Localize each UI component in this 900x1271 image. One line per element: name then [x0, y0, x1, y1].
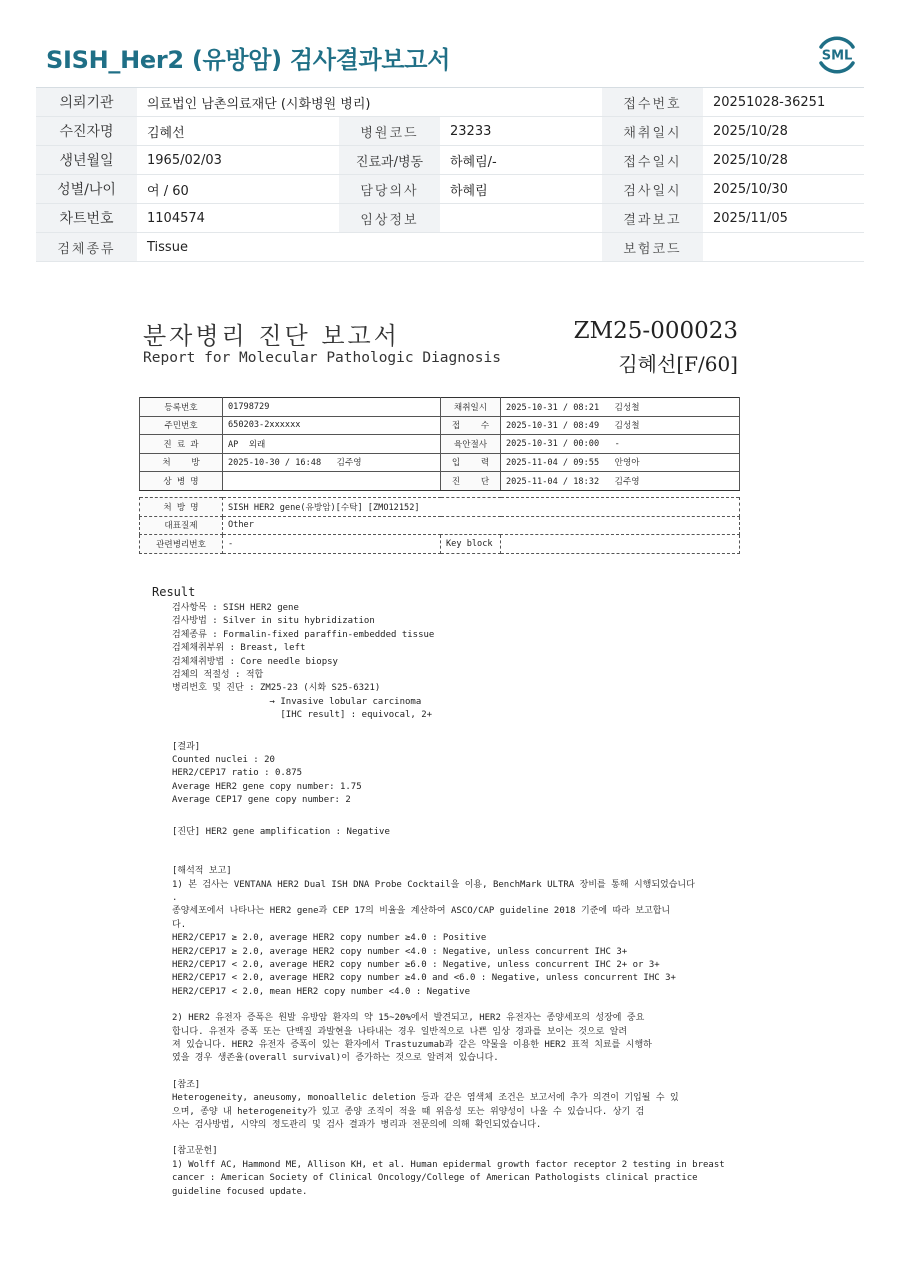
patient-info-table: [36, 88, 864, 262]
info-value: 1104574: [137, 204, 339, 233]
result-line: 1) 본 검사는 VENTANA HER2 Dual ISH DNA Probe Cocktail을 이용, BenchMark ULTRA 장비를 통해 시행되었습니다: [172, 879, 695, 890]
result-line: 검체종류 : Formalin-fixed paraffin-embedded tissue: [172, 629, 435, 640]
info-value: Tissue: [137, 233, 602, 262]
log-value: 650203-2xxxxxx: [223, 416, 441, 435]
related-path-value: -: [223, 535, 441, 554]
log-label: 육안절사: [441, 435, 501, 454]
info-row: [36, 175, 864, 204]
info-value: [440, 204, 602, 233]
table-row: [140, 498, 740, 517]
info-label: 결과보고: [602, 204, 703, 233]
result-line: 1) Wolff AC, Hammond ME, Allison KH, et al. Human epidermal growth factor receptor 2 testing in breast: [172, 1159, 725, 1170]
sml-logo-icon: [812, 30, 862, 80]
result-line: 검사항목 : SISH HER2 gene: [172, 603, 299, 613]
result-line: HER2/CEP17 < 2.0, average HER2 copy number ≥6.0 : Negative, unless concurrent IHC 2+ or 3+: [172, 959, 660, 970]
result-line: 합니다. 유전자 증폭 또는 단백질 과발현을 나타내는 경우 일반적으로 나쁜 임상 경과를 보이는 것으로 알려: [172, 1026, 628, 1037]
table-row: [140, 398, 740, 417]
report-patient: 김혜선[F/60]: [618, 352, 738, 376]
table-row: [140, 535, 740, 554]
report-title-english: Report for Molecular Pathologic Diagnosis: [143, 350, 501, 366]
info-row: [36, 233, 864, 262]
key-block-label: Key block: [441, 535, 501, 554]
info-value: 2025/10/30: [703, 175, 864, 204]
info-value: 2025/10/28: [703, 146, 864, 175]
result-line: Average HER2 gene copy number: 1.75: [172, 781, 362, 792]
info-value: 2025/10/28: [703, 117, 864, 146]
table-row: [140, 435, 740, 454]
log-label: 입 력: [441, 453, 501, 472]
log-value: 2025-10-31 / 08:21 김성철: [501, 398, 740, 417]
log-value: 2025-10-30 / 16:48 김주영: [223, 453, 441, 472]
result-heading: Result: [152, 585, 196, 599]
log-label: 진 료 과: [140, 435, 223, 454]
result-line: HER2/CEP17 < 2.0, mean HER2 copy number <4.0 : Negative: [172, 986, 471, 997]
log-value: 2025-11-04 / 09:55 안영아: [501, 453, 740, 472]
log-value: [223, 472, 441, 491]
info-label: 의뢰기관: [36, 88, 137, 117]
rep-label: 대표질제: [140, 516, 223, 535]
info-label: 성별/나이: [36, 175, 137, 204]
info-row: [36, 117, 864, 146]
info-label: 접수번호: [602, 88, 703, 117]
order-value: SISH HER2 gene(유방암)[수탁] [ZMO12152]: [223, 498, 740, 517]
result-line: 으며, 종양 내 heterogeneity가 있고 종양 조직이 적을 때 위음성 또는 위양성이 나올 수 있습니다. 상기 검: [172, 1106, 645, 1117]
diagnosis-line: [진단] HER2 gene amplification : Negative: [172, 826, 390, 837]
info-row: [36, 146, 864, 175]
result-line: 사는 검사방법, 시약의 정도관리 및 검사 결과가 병리과 전문의에 의해 확인되었습니다.: [172, 1120, 542, 1130]
info-row: [36, 204, 864, 233]
result-line: HER2/CEP17 ≥ 2.0, average HER2 copy number <4.0 : Negative, unless concurrent IHC 3+: [172, 946, 628, 957]
result-line: 다.: [172, 919, 187, 930]
info-label: 채취일시: [602, 117, 703, 146]
logo-text: SML: [821, 48, 853, 64]
result-line: Counted nuclei : 20: [172, 755, 275, 766]
log-label: 진 단: [441, 472, 501, 491]
info-label: 보험코드: [602, 233, 703, 262]
log-value: 2025-10-31 / 08:49 김성철: [501, 416, 740, 435]
result-line: 였을 경우 생존율(overall survival)이 증가하는 것으로 알려져 있습니다.: [172, 1053, 499, 1064]
order-label: 처 방 명: [140, 498, 223, 517]
result-line: HER2/CEP17 ≥ 2.0, average HER2 copy number ≥4.0 : Positive: [172, 933, 487, 944]
report-number: ZM25-000023: [573, 318, 738, 344]
result-line: [해석적 보고]: [172, 866, 232, 877]
result-line: 검체의 적절성 : 적합: [172, 670, 264, 681]
result-line: cancer : American Society of Clinical Oncology/College of American Pathologists clinical practice: [172, 1173, 698, 1184]
log-label: 주민번호: [140, 416, 223, 435]
info-value: 김혜선: [137, 117, 339, 146]
result-line: HER2/CEP17 ratio : 0.875: [172, 768, 303, 779]
page-title: SISH_Her2 (유방암) 검사결과보고서: [46, 46, 451, 74]
interpretation-block-2: [152, 1012, 752, 1066]
result-line: 검사방법 : Silver in situ hybridization: [172, 616, 375, 627]
result-line: 병리번호 및 진단 : ZM25-23 (시화 S25-6321): [172, 683, 381, 694]
info-label: 검사일시: [602, 175, 703, 204]
info-value: 20251028-36251: [703, 88, 864, 117]
note-block: [152, 1079, 752, 1133]
log-label: 접 수: [441, 416, 501, 435]
table-row: [140, 516, 740, 535]
result-line: .: [172, 892, 178, 903]
result-line: 종양세포에서 나타나는 HER2 gene과 CEP 17의 비율을 계산하여 ASCO/CAP guideline 2018 기준에 따라 보고합니: [172, 906, 671, 917]
log-label: 등록번호: [140, 398, 223, 417]
table-row: [140, 453, 740, 472]
info-row: [36, 88, 864, 117]
log-label: 처 방: [140, 453, 223, 472]
info-value: 의료법인 남촌의료재단 (시화병원 병리): [137, 88, 602, 117]
info-label: 담당의사: [339, 175, 440, 204]
log-value: AP 외래: [223, 435, 441, 454]
info-label: 차트번호: [36, 204, 137, 233]
result-line: 2) HER2 유전자 증폭은 원발 유방암 환자의 약 15~20%에서 발견되고, HER2 유전자는 종양세포의 성장에 중요: [172, 1013, 645, 1024]
result-line: [결과]: [172, 741, 201, 752]
info-label: 생년월일: [36, 146, 137, 175]
reference-block: [152, 1145, 752, 1199]
result-line: [IHC result] : equivocal, 2+: [172, 710, 433, 721]
info-value: [703, 233, 864, 262]
key-block-value: [501, 535, 740, 554]
log-value: 2025-11-04 / 18:32 김주영: [501, 472, 740, 491]
log-label: 상 병 명: [140, 472, 223, 491]
report-title-korean: 분자병리 진단 보고서: [143, 322, 400, 350]
result-line: Average CEP17 gene copy number: 2: [172, 795, 351, 806]
result-line: 져 있습니다. HER2 유전자 증폭이 있는 환자에서 Trastuzumab과 같은 약물을 이용한 HER2 표적 치료를 시행하: [172, 1039, 652, 1050]
order-table: [139, 497, 740, 554]
result-line: Heterogeneity, aneusomy, monoallelic deletion 등과 같은 염색체 조건은 보고서에 추가 의견이 기입될 수 있: [172, 1093, 679, 1104]
table-row: [140, 472, 740, 491]
info-label: 검체종류: [36, 233, 137, 262]
specimen-log-table: [139, 397, 740, 491]
interpretation-block: [152, 865, 752, 999]
info-label: 임상정보: [339, 204, 440, 233]
info-value: 하혜림/-: [440, 146, 602, 175]
result-line: 검체채취방법 : Core needle biopsy: [172, 656, 338, 667]
info-value: 23233: [440, 117, 602, 146]
result-line: [참고문헌]: [172, 1146, 218, 1157]
log-value: 01798729: [223, 398, 441, 417]
result-line: HER2/CEP17 < 2.0, average HER2 copy number ≥4.0 and <6.0 : Negative, unless concurrent IHC 3+: [172, 973, 676, 984]
log-label: 채취일시: [441, 398, 501, 417]
info-value: 1965/02/03: [137, 146, 339, 175]
info-value: 하혜림: [440, 175, 602, 204]
info-label: 진료과/병동: [339, 146, 440, 175]
result-block: [152, 741, 752, 808]
log-value: 2025-10-31 / 00:00 -: [501, 435, 740, 454]
rep-value: Other: [223, 516, 740, 535]
result-line: 검체채취부위 : Breast, left: [172, 643, 306, 654]
result-line: [참조]: [172, 1079, 201, 1090]
info-value: 여 / 60: [137, 175, 339, 204]
result-line: → Invasive lobular carcinoma: [172, 696, 422, 707]
info-label: 병원코드: [339, 117, 440, 146]
result-line: guideline focused update.: [172, 1186, 308, 1197]
info-label: 접수일시: [602, 146, 703, 175]
spec-block: [152, 602, 752, 723]
result-section: [152, 585, 752, 1199]
info-value: 2025/11/05: [703, 204, 864, 233]
info-label: 수진자명: [36, 117, 137, 146]
related-path-label: 관련병리번호: [140, 535, 223, 554]
table-row: [140, 416, 740, 435]
